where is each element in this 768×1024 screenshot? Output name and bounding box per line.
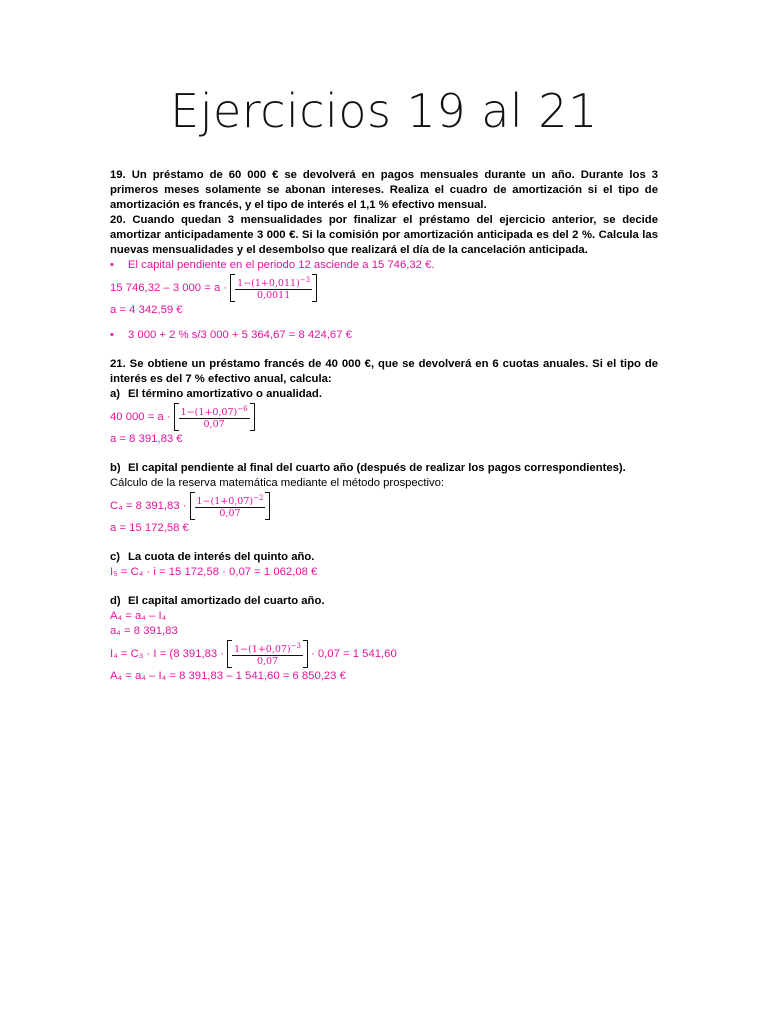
numerator: $1-(1+0,07)^{-6}$ xyxy=(180,404,248,419)
equation-lhs: 40 000 = a · xyxy=(110,410,171,423)
equation-lhs: 15 746,32 – 3 000 = a · xyxy=(110,281,228,294)
fraction xyxy=(235,275,312,301)
fraction xyxy=(195,493,266,519)
equation-d-line-3 xyxy=(110,639,658,669)
fraction xyxy=(232,641,303,667)
part-b-heading: b) El capital pendiente al final del cuarto año (después de realizar los pagos correspondientes). xyxy=(110,462,626,474)
annuity-factor xyxy=(227,640,308,668)
fraction xyxy=(179,404,250,430)
equation-lhs: C₄ = 8 391,83 · xyxy=(110,499,187,512)
equation-d-line-4: A₄ = a₄ – I₄ = 8 391,83 – 1 541,60 = 6 850,23 € xyxy=(110,670,346,682)
exercise-20-statement: Cuando quedan 3 mensualidades por finalizar el préstamo del ejercicio anterior, se decide amortizar anticipadamente 3 000 €. Si la comisión por amortización anticipada es del 2 %. Calcula las nuevas mensualidades y el desembolso que realizará el día de la cancelación anticipada. xyxy=(110,214,658,256)
annuity-factor xyxy=(230,274,317,302)
part-a-heading: a) El término amortizativo o anualidad. xyxy=(110,388,322,400)
equation-rhs: · 0,07 = 1 541,60 xyxy=(310,647,397,660)
equation-d-line-2: a₄ = 8 391,83 xyxy=(110,625,178,637)
exercise-19 xyxy=(110,168,658,213)
annuity-factor xyxy=(190,492,271,520)
exercise-21 xyxy=(110,357,658,387)
result-a: a = 8 391,83 € xyxy=(110,433,183,445)
numerator: $1-(1+0,011)^{-3}$ xyxy=(237,275,311,290)
bullet-text: 3 000 + 2 % s/3 000 + 5 364,67 = 8 424,67 € xyxy=(128,329,352,341)
document-body xyxy=(110,168,658,684)
exercise-20 xyxy=(110,213,658,258)
annuity-factor xyxy=(174,403,255,431)
denominator: 0,07 xyxy=(256,656,279,668)
denominator: 0,07 xyxy=(219,508,241,520)
result-b: a = 15 172,58 € xyxy=(110,522,189,534)
bullet-icon: • xyxy=(110,329,114,341)
denominator: 0,07 xyxy=(203,419,225,431)
result-1: a = 4 342,59 € xyxy=(110,304,183,316)
exercise-21-statement: Se obtiene un préstamo francés de 40 000 €, que se devolverá en 6 cuotas anuales. Si el tipo de interés es del 7 % efectivo anual, calcula: xyxy=(110,358,658,385)
part-d-heading: d) El capital amortizado del cuarto año. xyxy=(110,595,325,607)
exercise-19-number: 19. xyxy=(110,169,126,181)
equation-c: I₅ = C₄ · i = 15 172,58 · 0,07 = 1 062,08 € xyxy=(110,566,318,578)
equation-a xyxy=(110,402,658,432)
numerator: $1-(1+0,07)^{-2}$ xyxy=(196,493,264,508)
part-c-heading: c) La cuota de interés del quinto año. xyxy=(110,551,315,563)
bullet-capital-pendiente xyxy=(110,258,658,273)
bullet-desembolso xyxy=(110,328,658,343)
exercise-19-statement: Un préstamo de 60 000 € se devolverá en pagos mensuales durante un año. Durante los 3 primeros meses solamente se abonan intereses. Realiza el cuadro de amortización si el tipo de amortización es francés, y el tipo de interés el 1,1 % efectivo mensual. xyxy=(110,169,658,211)
equation-1 xyxy=(110,273,658,303)
equation-d-line-1: A₄ = a₄ – I₄ xyxy=(110,610,167,622)
equation-lhs: I₄ = C₃ · I = (8 391,83 · xyxy=(110,647,225,660)
exercise-21-number: 21. xyxy=(110,358,126,370)
exercise-20-number: 20. xyxy=(110,214,126,226)
denominator: 0,0011 xyxy=(257,290,291,302)
bullet-icon: • xyxy=(110,259,114,271)
numerator: $1-(1+0,07)^{-3}$ xyxy=(234,641,301,656)
equation-b xyxy=(110,491,658,521)
bullet-text: El capital pendiente en el periodo 12 asciende a 15 746,32 €. xyxy=(128,259,435,271)
page-title: Ejercicios 19 al 21 xyxy=(170,84,598,138)
part-b-note: Cálculo de la reserva matemática mediante el método prospectivo: xyxy=(110,477,445,489)
